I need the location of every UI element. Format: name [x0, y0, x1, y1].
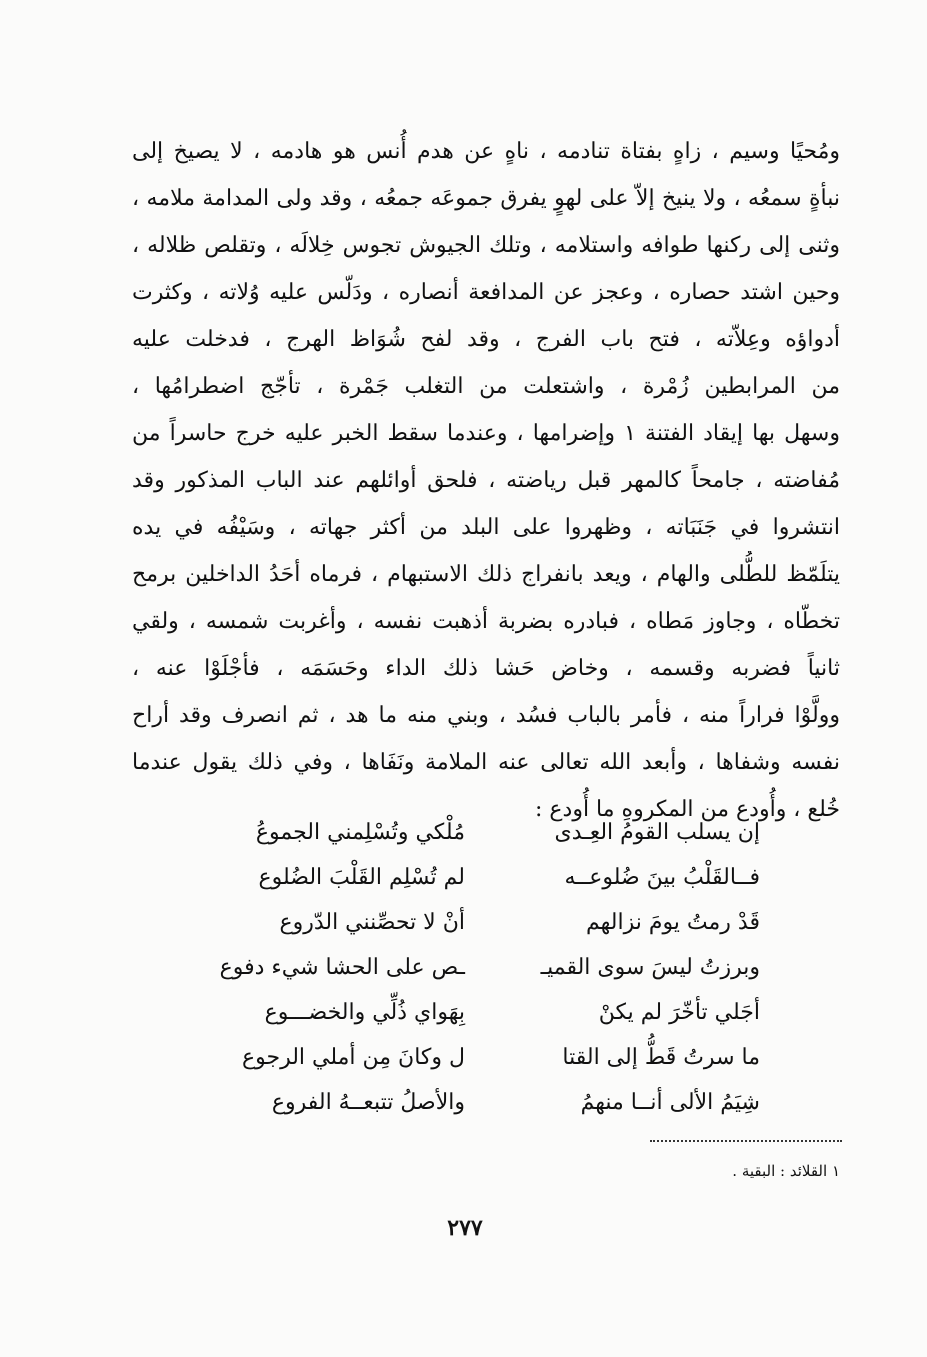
verse-first-hemistich: ما سرتُ قَطُّ إلى القتا: [562, 1045, 760, 1070]
poem-verse: [215, 900, 760, 945]
prose-line: يتلَمّظ للطُّلى والهام ، ويعد بانفراج ذلك الاستبهام ، فرماه أحَدُ الداخلين برمح: [132, 562, 840, 587]
poem-verse: [215, 810, 760, 855]
footnote-separator: [650, 1140, 842, 1142]
prose-line: وسهل بها إيقاد الفتنة ١ وإضرامها ، وعندما سقط الخبر عليه خرج حاسراً من: [132, 421, 840, 446]
prose-line: ثانياً فضربه وقسمه ، وخاض حَشا ذلك الداء وحَسَمَه ، فأجْلَوْا عنه ،: [132, 656, 840, 681]
verse-second-hemistich: بِهَواي ذُلِّي والخضـــوع: [264, 1000, 465, 1025]
verse-second-hemistich: أنْ لا تحصِّنني الدّروع: [279, 910, 465, 935]
footnote: ١ القلائد : البقية .: [732, 1162, 840, 1180]
verse-first-hemistich: قَدْ رمتُ يومَ نزالهم: [585, 910, 760, 935]
poem-verse: [215, 945, 760, 990]
prose-line: خُلع ، وأُودع من المكروهِ ما أُودع :: [535, 797, 840, 822]
prose-line: انتشروا في جَنَبَاته ، وظهروا على البلد من أكثر جهاته ، وسَيْفُه في يده: [132, 515, 840, 540]
verse-second-hemistich: والأصلُ تتبعــهُ الفروع: [271, 1090, 465, 1115]
poem-verse: [215, 1080, 760, 1125]
verse-first-hemistich: أجَلي تأخّرَ لم يكنْ: [598, 1000, 760, 1025]
poem-verse: [215, 1035, 760, 1080]
verse-second-hemistich: ـص على الحشا شيء دفوع: [219, 955, 465, 980]
prose-text: [132, 128, 840, 833]
prose-line: ومُحيًا وسيم ، زاهٍ بفتاة تنادمه ، ناهٍ عن هدم أُنس هو هادمه ، لا يصيخ إلى: [132, 139, 840, 164]
verse-second-hemistich: ل وكانَ مِن أملي الرجوع: [241, 1045, 465, 1070]
prose-line: وحين اشتد حصاره ، وعجز عن المدافعة أنصاره ، ودَلّس عليه وُلاته ، وكثرت: [132, 280, 840, 305]
prose-line: مُفاضته ، جامحاً كالمهر قبل رياضته ، فلحق أوائلهم عند الباب المذكور وقد: [132, 468, 840, 493]
prose-line: أدواؤه وعِلاّته ، فتح باب الفرج ، وقد لفح شُوَاظ الهرج ، فدخلت عليه: [132, 327, 840, 352]
verse-first-hemistich: شِيَمُ الألى أنــا منهمُ: [580, 1090, 760, 1115]
poem-verse: [215, 855, 760, 900]
prose-line: من المرابطين زُمْرة ، واشتعلت من التغلب جَمْرة ، تأجّج اضطرامُها ،: [132, 374, 840, 399]
poem: [215, 810, 760, 1125]
prose-line: وثنى إلى ركنها طوافه واستلامه ، وتلك الجيوش تجوس خِلالَه ، وتقلص ظلاله ،: [132, 233, 840, 258]
verse-first-hemistich: إن يسلب القومُ العِـدى: [554, 820, 760, 845]
poem-verse: [215, 990, 760, 1035]
page-number: ٢٧٧: [447, 1215, 483, 1241]
verse-second-hemistich: لم تُسْلِم القَلْبَ الضُلوع: [258, 865, 465, 890]
prose-line: نفسه وشفاها ، وأبعد الله تعالى عنه الملامة ونَفَاها ، وفي ذلك يقول عندما: [132, 750, 840, 775]
verse-first-hemistich: فــالقَلْبُ بينَ ضُلوعــه: [564, 865, 760, 890]
prose-line: وولَّوْا فراراً منه ، فأمر بالباب فسُد ، وبني منه ما هد ، ثم انصرف وقد أراح: [132, 703, 840, 728]
verse-second-hemistich: مُلْكي وتُسْلِمني الجموعُ: [255, 820, 465, 845]
prose-line: نبأةٍ سمعُه ، ولا ينيخ إلاّ على لهوٍ يفرق جموعَه جمعُه ، وقد ولى المدامة ملامه ،: [132, 186, 840, 211]
prose-line: تخطّاه ، وجاوز مَطاه ، فبادره بضربة أذهبت نفسه ، وأغربت شمسه ، ولقي: [132, 609, 840, 634]
verse-first-hemistich: وبرزتُ ليسَ سوى القميـ: [540, 955, 760, 980]
